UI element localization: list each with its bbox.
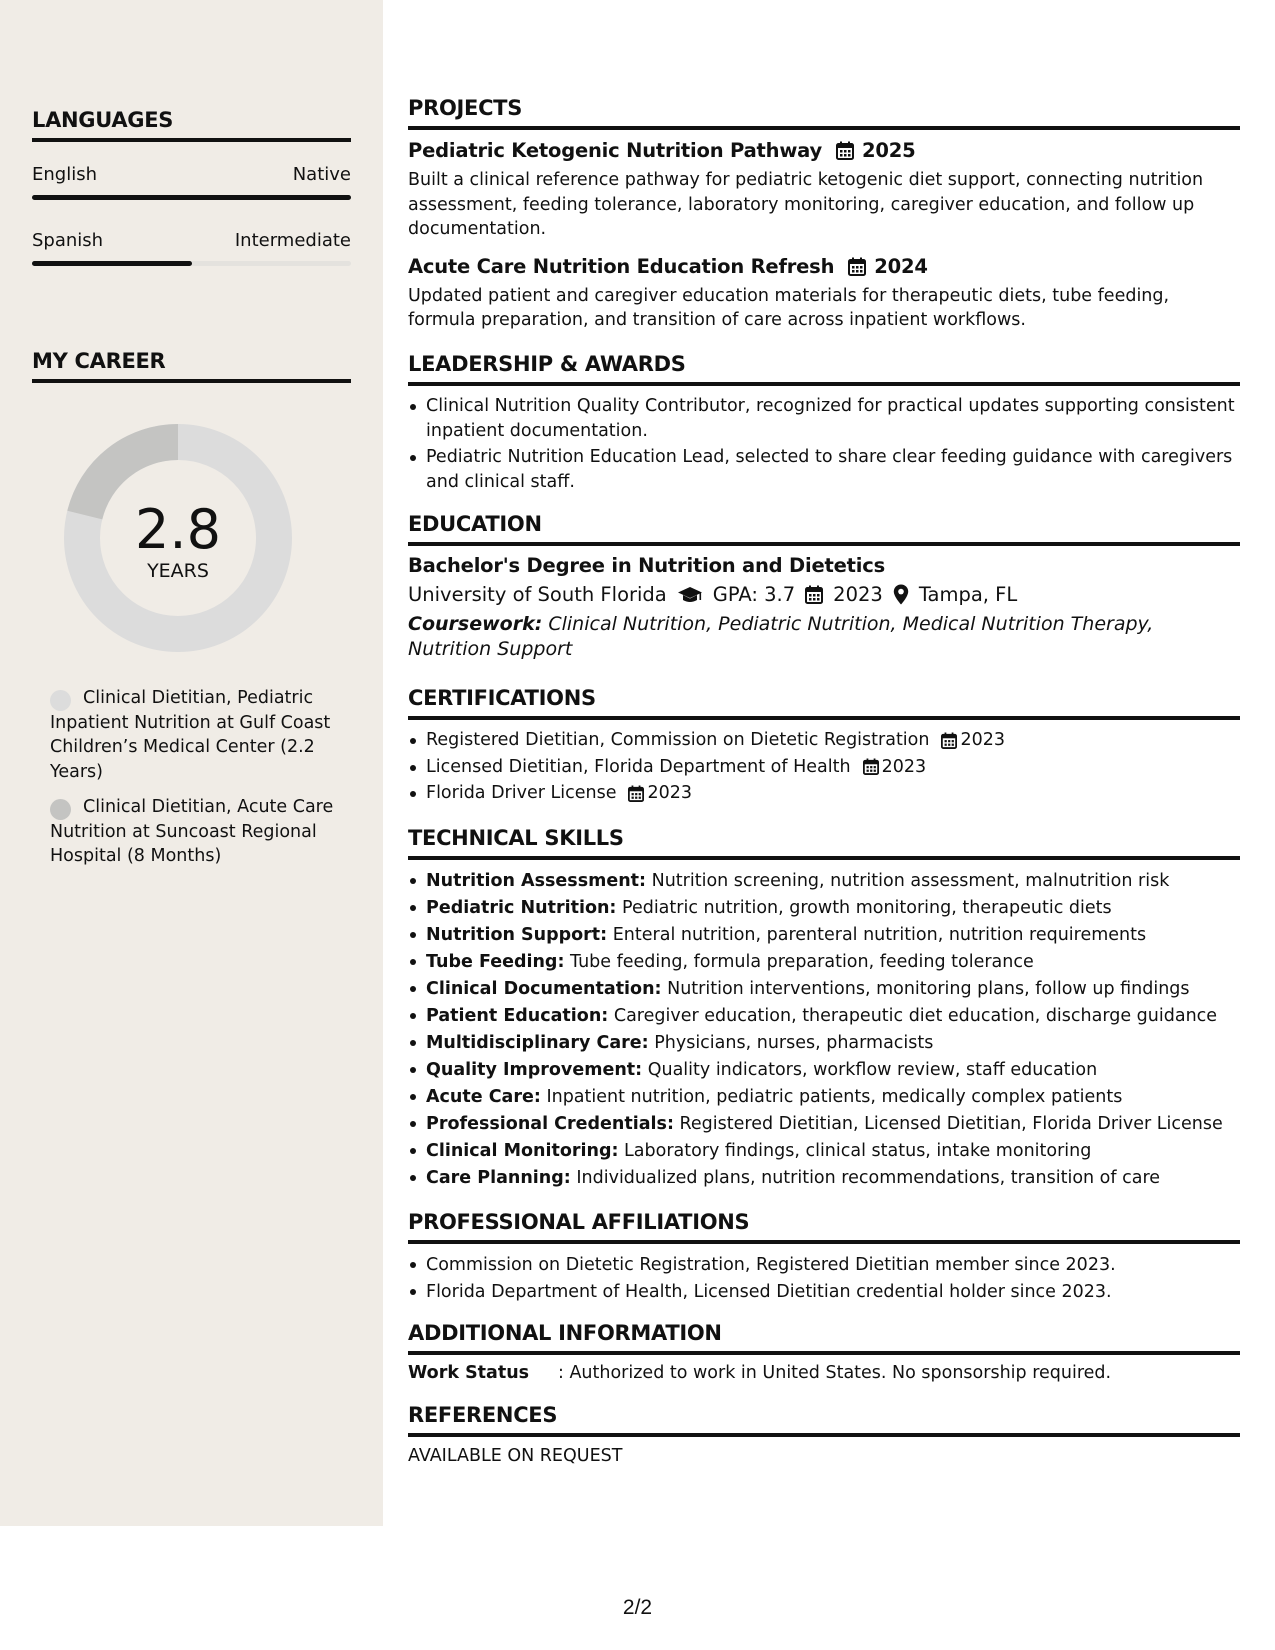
certifications-rule [408, 716, 1240, 720]
language-level: Native [292, 164, 351, 185]
skills-list [408, 868, 1240, 1192]
skill-text: Caregiver education, therapeutic diet education, discharge guidance [613, 1006, 1218, 1026]
list-item [408, 1084, 1240, 1111]
list-item: Florida Department of Health, Licensed Dietitian credential holder since 2023. [408, 1279, 1240, 1306]
cert-year: 2023 [647, 783, 693, 803]
affiliations-list [408, 1252, 1240, 1306]
list-item [408, 868, 1240, 895]
affiliations-section [408, 1210, 1240, 1306]
list-item [408, 1003, 1240, 1030]
calendar-icon [848, 257, 866, 276]
skills-heading: TECHNICAL SKILLS [408, 826, 624, 850]
list-item [408, 1057, 1240, 1084]
project-title: Pediatric Ketogenic Nutrition Pathway [408, 139, 823, 162]
skill-text: Registered Dietitian, Licensed Dietitian, Florida Driver License [679, 1114, 1223, 1134]
skill-text: Physicians, nurses, pharmacists [654, 1033, 934, 1053]
skills-rule [408, 856, 1240, 860]
coursework-text: Clinical Nutrition, Pediatric Nutrition, Medical Nutrition Therapy, Nutrition Support [408, 613, 1154, 660]
career-total-unit: YEARS [147, 560, 209, 582]
projects-heading: PROJECTS [408, 96, 523, 120]
career-item-text: Clinical Dietitian, Pediatric Inpatient Nutrition at Gulf Coast Children’s Medical Center (2.2 Years) [50, 688, 331, 782]
skill-text: Laboratory findings, clinical status, intake monitoring [624, 1141, 1092, 1161]
leadership-section [408, 352, 1240, 494]
career-legend [50, 686, 340, 880]
location-pin-icon [893, 584, 909, 605]
education-rule [408, 542, 1240, 546]
affiliations-rule [408, 1240, 1240, 1244]
career-section [32, 349, 351, 383]
skill-label: Professional Credentials: [426, 1114, 674, 1134]
certifications-heading: CERTIFICATIONS [408, 686, 596, 710]
skill-text: Pediatric nutrition, growth monitoring, therapeutic diets [622, 898, 1112, 918]
skill-label: Clinical Documentation: [426, 979, 662, 999]
page-number: 2/2 [622, 1596, 653, 1619]
list-item [408, 922, 1240, 949]
career-dot-icon [50, 799, 71, 820]
language-item [32, 164, 351, 200]
skill-text: Tube feeding, formula preparation, feeding tolerance [570, 952, 1034, 972]
project-item [408, 255, 1240, 333]
career-donut-chart [64, 424, 292, 652]
skill-label: Care Planning: [426, 1168, 571, 1188]
language-name: English [32, 164, 97, 185]
skill-label: Clinical Monitoring: [426, 1141, 619, 1161]
graduation-cap-icon [677, 586, 703, 604]
calendar-icon [836, 141, 854, 160]
skill-label: Patient Education: [426, 1006, 609, 1026]
skill-label: Acute Care: [426, 1087, 541, 1107]
references-rule [408, 1433, 1240, 1437]
career-item [50, 795, 340, 869]
education-coursework [408, 612, 1240, 662]
leadership-list [408, 394, 1240, 494]
calendar-icon [805, 585, 823, 604]
skill-text: Nutrition interventions, monitoring plans, follow up findings [667, 979, 1190, 999]
career-total-years: 2.8 [135, 498, 221, 561]
list-item [408, 728, 1240, 753]
education-location: Tampa, FL [918, 583, 1018, 606]
cert-year: 2023 [960, 730, 1006, 750]
languages-rule [32, 138, 351, 142]
list-item [408, 976, 1240, 1003]
skill-label: Pediatric Nutrition: [426, 898, 617, 918]
list-item [408, 1111, 1240, 1138]
skill-text: Individualized plans, nutrition recommendations, transition of care [576, 1168, 1161, 1188]
leadership-rule [408, 382, 1240, 386]
language-proficiency-fill [32, 261, 192, 266]
skill-text: Enteral nutrition, parenteral nutrition, nutrition requirements [612, 925, 1147, 945]
language-proficiency-bar [32, 195, 351, 200]
education-section [408, 512, 1240, 662]
additional-rule [408, 1351, 1240, 1355]
cert-name: Registered Dietitian, Commission on Dietetic Registration [426, 730, 930, 750]
work-status-row [408, 1363, 1240, 1383]
references-heading: REFERENCES [408, 1403, 558, 1427]
additional-heading: ADDITIONAL INFORMATION [408, 1321, 722, 1345]
skill-text: Nutrition screening, nutrition assessment, malnutrition risk [651, 871, 1170, 891]
list-item: Commission on Dietetic Registration, Registered Dietitian member since 2023. [408, 1252, 1240, 1279]
list-item [408, 755, 1240, 780]
calendar-icon [941, 732, 957, 749]
career-item-text: Clinical Dietitian, Acute Care Nutrition at Suncoast Regional Hospital (8 Months) [50, 797, 334, 866]
skill-text: Inpatient nutrition, pediatric patients, medically complex patients [546, 1087, 1123, 1107]
projects-rule [408, 126, 1240, 130]
career-dot-icon [50, 690, 71, 711]
list-item [408, 1165, 1240, 1192]
education-gpa: GPA: 3.7 [712, 583, 796, 606]
education-degree: Bachelor's Degree in Nutrition and Dietetics [408, 554, 886, 577]
project-item [408, 139, 1240, 242]
project-title: Acute Care Nutrition Education Refresh [408, 254, 835, 278]
language-proficiency-bar [32, 261, 351, 266]
project-description: Updated patient and caregiver education materials for therapeutic diets, tube feeding, formula preparation, and transition of care across inpatient workflows. [408, 285, 1170, 330]
cert-year: 2023 [881, 756, 927, 777]
coursework-label: Coursework: [408, 613, 543, 635]
skill-text: Quality indicators, workflow review, staff education [647, 1060, 1098, 1080]
projects-section [408, 96, 1240, 333]
skill-label: Nutrition Support: [426, 925, 608, 945]
skill-label: Quality Improvement: [426, 1060, 643, 1080]
languages-section [32, 108, 351, 266]
references-text: AVAILABLE ON REQUEST [408, 1446, 623, 1466]
career-item [50, 686, 340, 784]
work-status-value: : Authorized to work in United States. No sponsorship required. [558, 1363, 1112, 1383]
sidebar [0, 0, 383, 1526]
career-rule [32, 379, 351, 383]
list-item [408, 895, 1240, 922]
work-status-label: Work Status [408, 1363, 530, 1383]
project-year: 2025 [862, 139, 916, 162]
education-heading: EDUCATION [408, 512, 542, 536]
list-item [408, 781, 1240, 806]
additional-section [408, 1321, 1240, 1383]
career-heading: MY CAREER [32, 349, 166, 373]
list-item: Clinical Nutrition Quality Contributor, recognized for practical updates supporting consistent inpatient documentation. [408, 394, 1240, 443]
language-name: Spanish [32, 230, 104, 251]
education-year: 2023 [833, 583, 883, 606]
cert-name: Licensed Dietitian, Florida Department of Health [426, 756, 851, 777]
list-item: Pediatric Nutrition Education Lead, selected to share clear feeding guidance with caregivers and clinical staff. [408, 445, 1240, 494]
skill-label: Multidisciplinary Care: [426, 1033, 649, 1053]
certifications-list [408, 728, 1240, 806]
affiliations-heading: PROFESSIONAL AFFILIATIONS [408, 1210, 750, 1234]
certifications-section [408, 686, 1240, 806]
language-proficiency-fill [32, 195, 351, 200]
skills-section [408, 826, 1240, 1192]
references-section [408, 1403, 1240, 1466]
list-item [408, 949, 1240, 976]
list-item [408, 1138, 1240, 1165]
education-school: University of South Florida [408, 583, 667, 606]
calendar-icon [863, 758, 879, 775]
leadership-heading: LEADERSHIP & AWARDS [408, 352, 686, 376]
calendar-icon [628, 785, 644, 802]
languages-heading: LANGUAGES [32, 108, 174, 132]
language-item [32, 230, 351, 266]
skill-label: Tube Feeding: [426, 952, 565, 972]
project-description: Built a clinical reference pathway for pediatric ketogenic diet support, connecting nutrition assessment, feeding tolerance, laboratory monitoring, caregiver education, and follow up documentation. [408, 170, 1204, 239]
language-level: Intermediate [234, 230, 351, 251]
list-item [408, 1030, 1240, 1057]
skill-label: Nutrition Assessment: [426, 871, 647, 891]
cert-name: Florida Driver License [426, 783, 617, 803]
project-year: 2024 [874, 254, 928, 278]
